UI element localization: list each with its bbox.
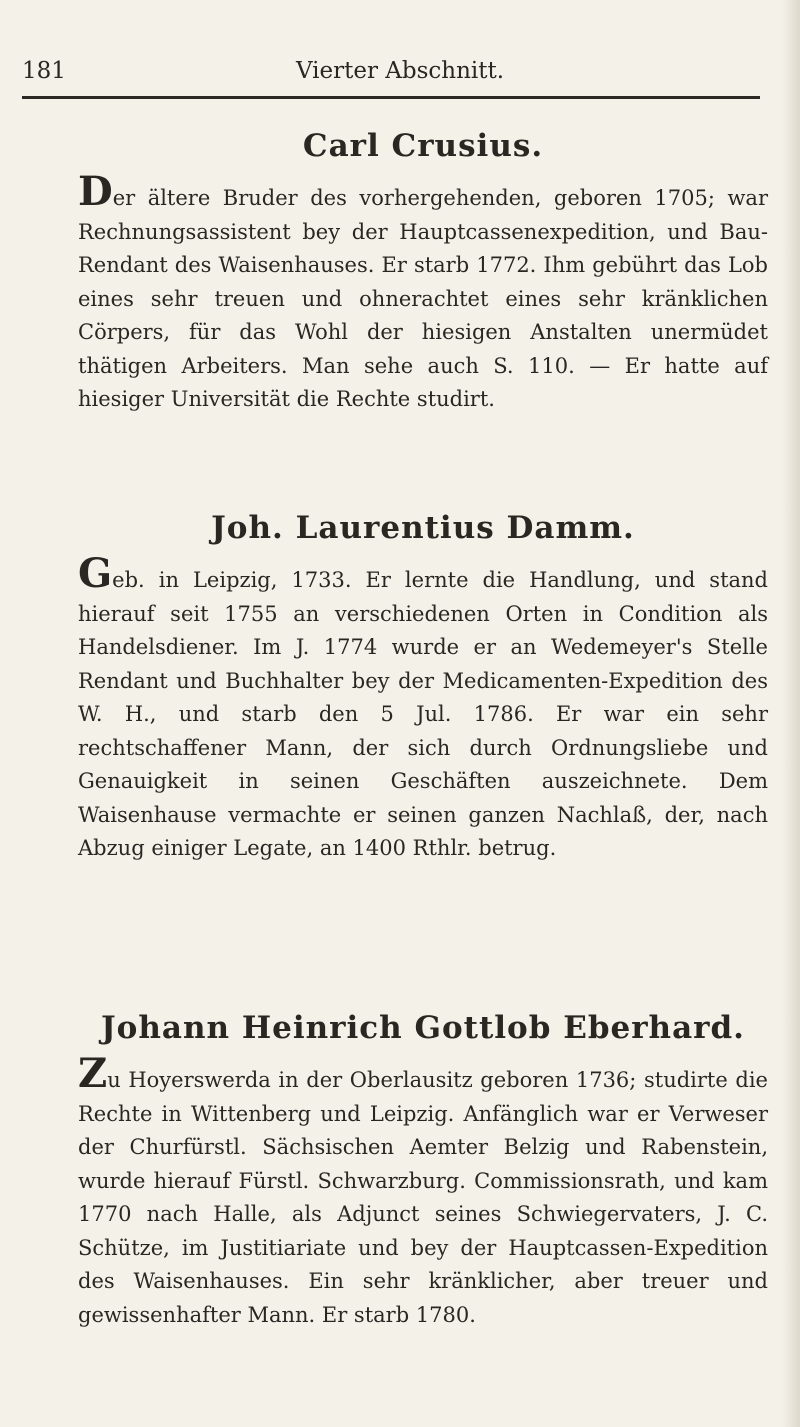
entry-title: Joh. Laurentius Damm. xyxy=(211,510,635,546)
entry-body xyxy=(78,168,768,417)
drop-initial: D xyxy=(78,168,113,215)
page-number: 181 xyxy=(22,58,66,84)
entry-eberhard xyxy=(78,1010,768,1332)
entry-crusius xyxy=(78,128,768,417)
entry-text: eb. in Leipzig, 1733. Er lernte die Handlung, und stand hierauf seit 1755 an verschiedenen Orten in Condition als Handelsdiener. Im J. 1774 wurde er an Wedemeyer's Stelle Rendant und Buchhalter bey der Medicamenten-Expedition des W. H., und starb den 5 Jul. 1786. Er war ein sehr rechtschaffener Mann, der sich durch Ordnungsliebe und Genauigkeit in seinen Geschäften auszeichnete. Dem Waisenhause vermachte er seinen ganzen Nachlaß, der, nach Abzug einiger Legate, an 1400 Rthlr. betrug. xyxy=(78,568,768,860)
entry-damm xyxy=(78,510,768,866)
header-rule xyxy=(22,96,760,99)
running-head: Vierter Abschnitt. xyxy=(295,58,505,84)
entry-title: Johann Heinrich Gottlob Eberhard. xyxy=(101,1010,745,1046)
drop-initial: Z xyxy=(78,1050,108,1097)
page-edge-shadow xyxy=(782,0,800,1427)
entry-title: Carl Crusius. xyxy=(302,128,544,164)
entry-body xyxy=(78,1050,768,1332)
page-header xyxy=(22,58,778,98)
entry-text: er ältere Bruder des vorhergehenden, geboren 1705; war Rechnungsassistent bey der Hauptcassenexpedition, und Bau-Rendant des Waisenhauses. Er starb 1772. Ihm gebührt das Lob eines sehr treuen und ohnerachtet eines sehr kränklichen Cörpers, für das Wohl der hiesigen Anstalten unermüdet thätigen Arbeiters. Man sehe auch S. 110. — Er hatte auf hiesiger Universität die Rechte studirt. xyxy=(78,186,768,411)
drop-initial: G xyxy=(78,550,113,597)
entry-text: u Hoyerswerda in der Oberlausitz geboren 1736; studirte die Rechte in Wittenberg und Leipzig. Anfänglich war er Verweser der Churfürstl. Sächsischen Aemter Belzig und Rabenstein, wurde hierauf Fürstl. Schwarzburg. Commissionsrath, und kam 1770 nach Halle, als Adjunct seines Schwiegervaters, J. C. Schütze, im Justitiariate und bey der Hauptcassen-Expedition des Waisenhauses. Ein sehr kränklicher, aber treuer und gewissenhafter Mann. Er starb 1780. xyxy=(78,1068,768,1327)
entry-body xyxy=(78,550,768,866)
